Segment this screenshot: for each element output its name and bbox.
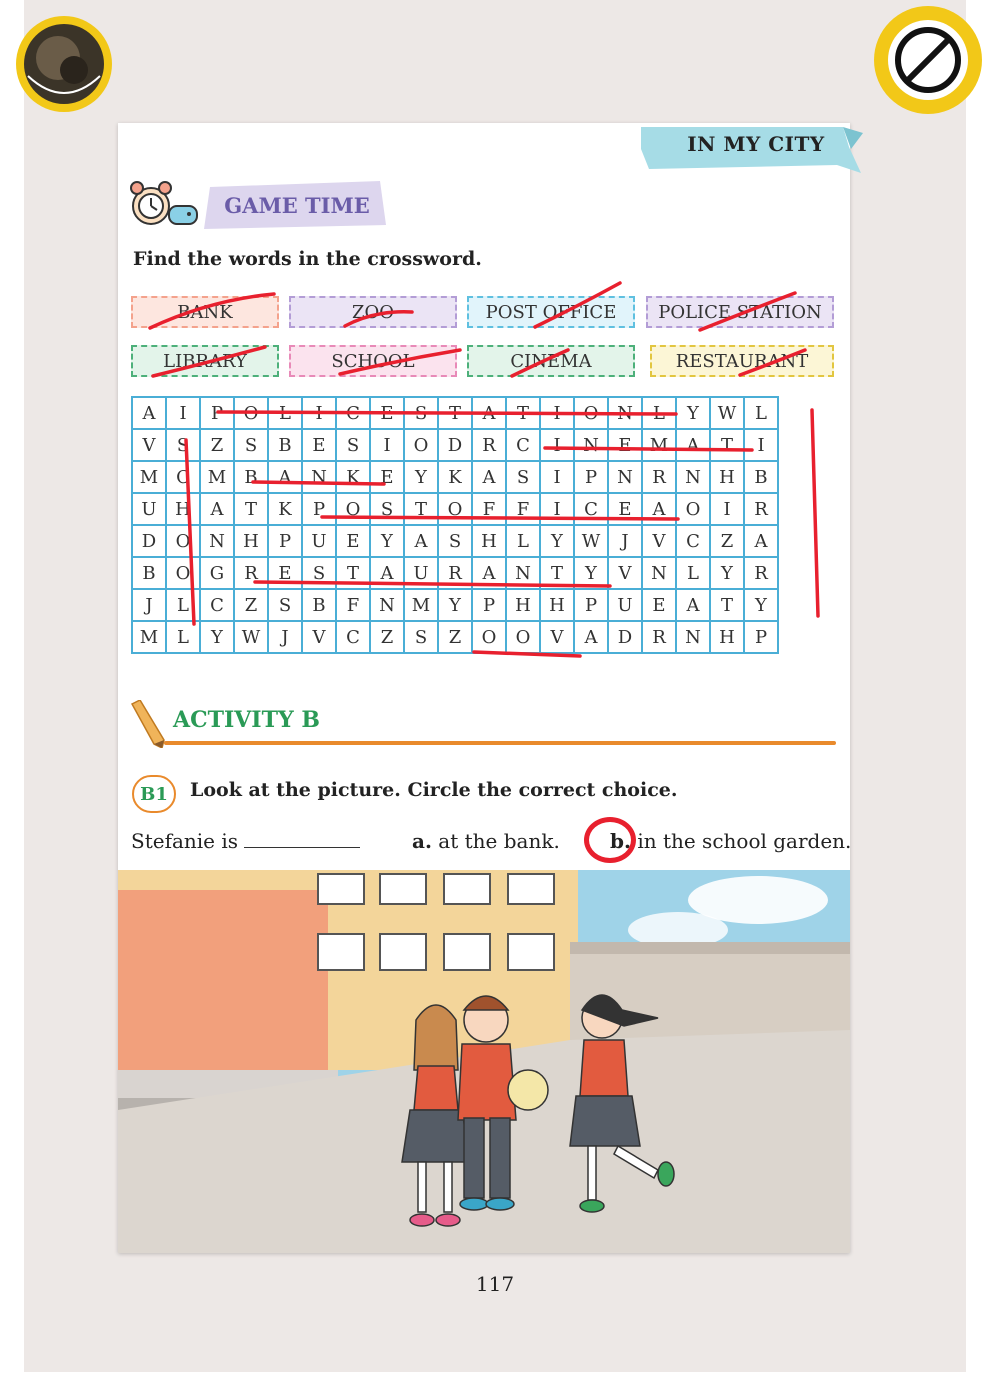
grid-cell: N [370, 589, 404, 621]
grid-cell: N [608, 461, 642, 493]
grid-cell: V [132, 429, 166, 461]
grid-row [132, 621, 778, 653]
grid-cell: R [438, 557, 472, 589]
grid-cell: L [166, 589, 200, 621]
grid-row [132, 525, 778, 557]
grid-cell: A [642, 493, 676, 525]
grid-cell: C [676, 525, 710, 557]
grid-cell: D [608, 621, 642, 653]
grid-cell: Z [710, 525, 744, 557]
option-b-letter: b. [610, 829, 631, 853]
grid-cell: O [472, 621, 506, 653]
grid-cell: S [234, 429, 268, 461]
grid-cell: W [234, 621, 268, 653]
grid-cell: W [574, 525, 608, 557]
grid-cell: R [472, 429, 506, 461]
activity-divider [164, 741, 836, 745]
grid-cell: H [710, 461, 744, 493]
grid-cell: P [302, 493, 336, 525]
grid-cell: N [302, 461, 336, 493]
grid-cell: I [710, 493, 744, 525]
grid-cell: T [404, 493, 438, 525]
word-label: SCHOOL [331, 350, 415, 372]
grid-cell: J [268, 621, 302, 653]
grid-cell: R [234, 557, 268, 589]
grid-cell: C [574, 493, 608, 525]
word-box-bank [131, 296, 279, 328]
grid-cell: C [336, 621, 370, 653]
grid-row [132, 397, 778, 429]
grid-cell: H [472, 525, 506, 557]
grid-cell: A [744, 525, 778, 557]
grid-cell: T [336, 557, 370, 589]
grid-cell: A [574, 621, 608, 653]
grid-cell: Y [438, 589, 472, 621]
grid-cell: V [608, 557, 642, 589]
grid-cell: T [438, 397, 472, 429]
grid-cell: A [132, 397, 166, 429]
grid-cell: L [268, 397, 302, 429]
activity-title: ACTIVITY B [173, 707, 320, 733]
grid-cell: Y [540, 525, 574, 557]
school-yard-illustration [118, 870, 850, 1253]
grid-cell: Z [438, 621, 472, 653]
grid-cell: P [574, 589, 608, 621]
grid-cell: Z [370, 621, 404, 653]
grid-cell: R [744, 493, 778, 525]
grid-cell: D [438, 429, 472, 461]
grid-cell: V [302, 621, 336, 653]
grid-row [132, 429, 778, 461]
word-label: POLICE STATION [658, 301, 822, 323]
word-box-school [289, 345, 457, 377]
grid-cell: S [268, 589, 302, 621]
word-label: RESTAURANT [675, 350, 809, 372]
word-box-library [131, 345, 279, 377]
option-a-text: at the bank. [438, 829, 560, 853]
grid-cell: F [506, 493, 540, 525]
grid-cell: M [132, 461, 166, 493]
grid-cell: H [506, 589, 540, 621]
grid-cell: T [710, 429, 744, 461]
grid-cell: K [268, 493, 302, 525]
selected-answer-circle [584, 817, 636, 863]
grid-cell: D [132, 525, 166, 557]
grid-cell: T [506, 397, 540, 429]
option-a[interactable] [412, 829, 560, 853]
grid-cell: R [642, 461, 676, 493]
grid-row [132, 461, 778, 493]
grid-cell: I [540, 493, 574, 525]
abbyy-seal-left [14, 14, 114, 114]
grid-cell: C [200, 589, 234, 621]
grid-cell: T [540, 557, 574, 589]
grid-cell: I [302, 397, 336, 429]
grid-cell: Y [574, 557, 608, 589]
grid-cell: B [132, 557, 166, 589]
option-a-letter: a. [412, 829, 432, 853]
alarm-clock-gamepad-icon [129, 180, 201, 232]
grid-cell: C [506, 429, 540, 461]
option-b-text: in the school garden. [637, 829, 852, 853]
grid-cell: Y [370, 525, 404, 557]
grid-cell: S [404, 397, 438, 429]
grid-cell: A [268, 461, 302, 493]
grid-cell: A [472, 557, 506, 589]
grid-cell: U [302, 525, 336, 557]
finereader-badge [872, 4, 984, 116]
grid-cell: L [744, 397, 778, 429]
grid-cell: O [234, 397, 268, 429]
grid-cell: L [506, 525, 540, 557]
grid-cell: S [336, 429, 370, 461]
grid-cell: C [336, 397, 370, 429]
grid-cell: V [540, 621, 574, 653]
word-box-police-station [646, 296, 834, 328]
grid-cell: M [200, 461, 234, 493]
grid-cell: N [642, 557, 676, 589]
grid-cell: T [234, 493, 268, 525]
grid-cell: E [302, 429, 336, 461]
grid-cell: Y [710, 557, 744, 589]
question [131, 829, 360, 853]
grid-cell: Z [234, 589, 268, 621]
grid-cell: S [302, 557, 336, 589]
grid-cell: A [404, 525, 438, 557]
grid-row [132, 589, 778, 621]
grid-cell: Y [404, 461, 438, 493]
grid-cell: A [472, 397, 506, 429]
word-label: LIBRARY [163, 350, 247, 372]
grid-cell: J [608, 525, 642, 557]
grid-cell: S [438, 525, 472, 557]
option-b[interactable] [610, 829, 851, 853]
word-label: CINEMA [510, 350, 592, 372]
grid-cell: I [744, 429, 778, 461]
grid-row [132, 493, 778, 525]
grid-cell: B [302, 589, 336, 621]
grid-cell: S [166, 429, 200, 461]
grid-cell: P [744, 621, 778, 653]
grid-cell: E [642, 589, 676, 621]
grid-cell: S [506, 461, 540, 493]
grid-cell: I [540, 397, 574, 429]
grid-cell: F [336, 589, 370, 621]
grid-cell: L [642, 397, 676, 429]
grid-cell: U [404, 557, 438, 589]
grid-cell: L [676, 557, 710, 589]
section-title: IN MY CITY [687, 132, 825, 156]
grid-cell: N [200, 525, 234, 557]
grid-cell: H [540, 589, 574, 621]
grid-cell: E [370, 461, 404, 493]
grid-cell: V [642, 525, 676, 557]
grid-cell: I [166, 397, 200, 429]
word-label: ZOO [351, 301, 395, 323]
grid-cell: R [744, 557, 778, 589]
grid-cell: O [166, 525, 200, 557]
grid-cell: E [336, 525, 370, 557]
grid-cell: P [268, 525, 302, 557]
grid-cell: O [506, 621, 540, 653]
grid-cell: N [608, 397, 642, 429]
grid-cell: I [540, 461, 574, 493]
grid-cell: Y [676, 397, 710, 429]
grid-cell: K [438, 461, 472, 493]
grid-cell: U [608, 589, 642, 621]
word-search-grid [131, 396, 779, 654]
grid-cell: B [744, 461, 778, 493]
crossword-instruction: Find the words in the crossword. [133, 248, 482, 270]
grid-cell: A [200, 493, 234, 525]
grid-cell: O [166, 557, 200, 589]
grid-cell: P [200, 397, 234, 429]
grid-cell: M [132, 621, 166, 653]
grid-cell: O [438, 493, 472, 525]
grid-cell: P [472, 589, 506, 621]
answer-blank [244, 829, 360, 848]
exercise-number: B1 [140, 783, 168, 805]
grid-cell: J [132, 589, 166, 621]
grid-cell: Y [744, 589, 778, 621]
grid-cell: M [404, 589, 438, 621]
grid-cell: S [370, 493, 404, 525]
grid-cell: Z [200, 429, 234, 461]
grid-cell: B [234, 461, 268, 493]
word-label: BANK [177, 301, 233, 323]
word-box-restaurant [650, 345, 834, 377]
grid-cell: A [676, 589, 710, 621]
grid-cell: K [336, 461, 370, 493]
grid-cell: B [268, 429, 302, 461]
grid-cell: O [676, 493, 710, 525]
grid-cell: N [676, 621, 710, 653]
grid-cell: H [166, 493, 200, 525]
grid-cell: O [574, 397, 608, 429]
page-number: 117 [475, 1272, 515, 1296]
word-box-cinema [467, 345, 635, 377]
grid-cell: T [710, 589, 744, 621]
grid-cell: F [472, 493, 506, 525]
exercise-instruction: Look at the picture. Circle the correct choice. [190, 779, 678, 801]
grid-cell: N [506, 557, 540, 589]
grid-cell: W [710, 397, 744, 429]
grid-cell: E [268, 557, 302, 589]
grid-cell: R [642, 621, 676, 653]
game-time-label: GAME TIME [224, 193, 370, 218]
grid-cell: E [608, 493, 642, 525]
word-box-post-office [467, 296, 635, 328]
grid-cell: N [574, 429, 608, 461]
grid-cell: U [132, 493, 166, 525]
grid-cell: O [404, 429, 438, 461]
grid-cell: E [370, 397, 404, 429]
grid-cell: A [472, 461, 506, 493]
grid-cell: H [234, 525, 268, 557]
grid-cell: Y [200, 621, 234, 653]
word-box-zoo [289, 296, 457, 328]
grid-cell: O [336, 493, 370, 525]
grid-cell: I [540, 429, 574, 461]
question-text: Stefanie is [131, 829, 239, 853]
grid-cell: N [676, 461, 710, 493]
grid-cell: H [710, 621, 744, 653]
exercise-label [132, 775, 176, 813]
grid-cell: L [166, 621, 200, 653]
grid-cell: I [370, 429, 404, 461]
pencil-icon [128, 700, 168, 748]
word-label: POST OFFICE [485, 301, 617, 323]
grid-row [132, 557, 778, 589]
grid-cell: P [574, 461, 608, 493]
grid-cell: G [200, 557, 234, 589]
grid-cell: A [676, 429, 710, 461]
grid-cell: E [608, 429, 642, 461]
grid-cell: S [404, 621, 438, 653]
grid-cell: A [370, 557, 404, 589]
grid-cell: M [642, 429, 676, 461]
grid-cell: C [166, 461, 200, 493]
